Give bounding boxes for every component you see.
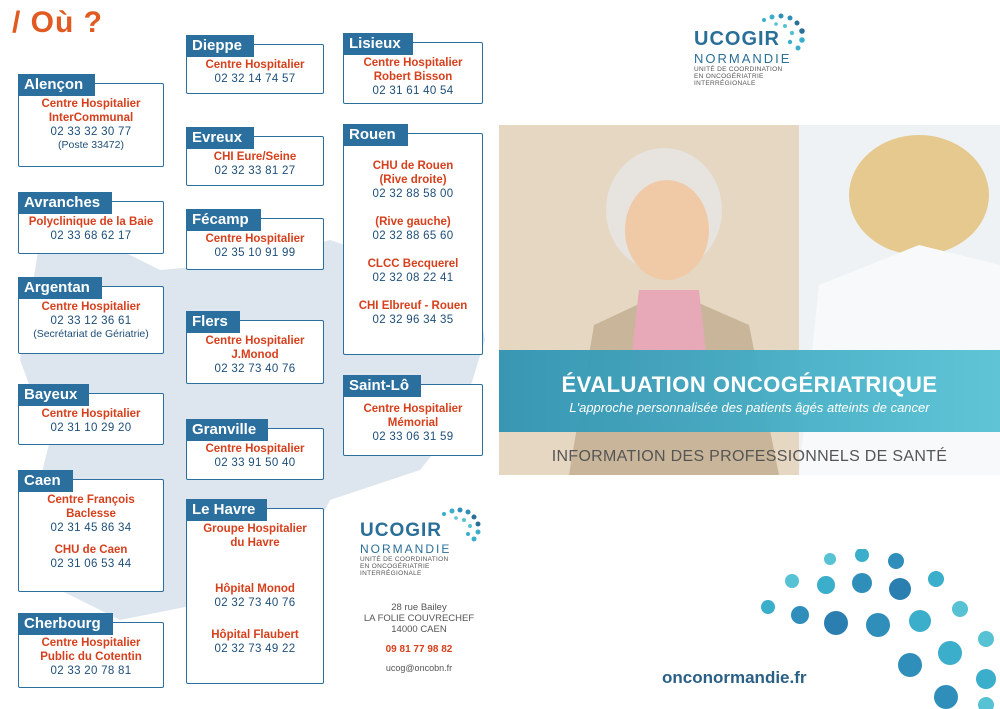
logo-brand: UCOGIR	[694, 28, 780, 50]
phone-number: 02 32 96 34 35	[372, 314, 454, 326]
logo-subtitle: UNITÉ DE COORDINATION EN ONCOGÉRIATRIE INTERRÉGIONALE	[360, 556, 449, 577]
institution: CHI Elbreuf - Rouen	[358, 300, 468, 312]
city-card-flers	[186, 313, 324, 384]
city-card-le-havre	[186, 501, 324, 684]
ucogir-logo-top	[694, 28, 814, 87]
phone-number: 02 32 73 49 22	[214, 643, 296, 655]
city-card-dieppe	[186, 37, 324, 94]
ucogir-logo-small	[360, 520, 484, 577]
city-name: Alençon	[18, 74, 95, 96]
city-name: Granville	[186, 419, 268, 441]
cover-subtitle: L'approche personnalisée des patients âgés atteints de cancer	[569, 400, 930, 415]
phone-number: 02 31 10 29 20	[50, 422, 132, 434]
city-name: Lisieux	[343, 33, 413, 55]
institution: Hôpital Monod	[215, 583, 295, 595]
phone-number: 02 31 61 40 54	[372, 85, 454, 97]
institution: Centre Hospitalier	[205, 443, 305, 455]
institution: Centre Hospitalier	[205, 233, 305, 245]
phone-number: 02 32 08 22 41	[372, 272, 454, 284]
city-name: Flers	[186, 311, 240, 333]
city-card-cherbourg	[18, 615, 164, 688]
city-name: Caen	[18, 470, 73, 492]
logo-region: NORMANDIE	[360, 542, 452, 556]
audience-line: INFORMATION DES PROFESSIONNELS DE SANTÉ	[551, 448, 948, 465]
phone-number: 02 33 68 62 17	[50, 230, 132, 242]
contact-phone: 09 81 77 98 82	[385, 644, 453, 655]
city-card-rouen	[343, 126, 483, 355]
phone-number: 02 33 91 50 40	[214, 457, 296, 469]
city-card-fecamp	[186, 211, 324, 270]
city-name: Fécamp	[186, 209, 261, 231]
phone-number: 02 35 10 91 99	[214, 247, 296, 259]
institution: Centre Hospitalier	[205, 59, 305, 71]
phone-number: 02 31 06 53 44	[50, 558, 132, 570]
institution: CHU de Caen	[54, 544, 128, 556]
phone-number: 02 33 32 30 77	[50, 126, 132, 138]
institution: Centre Hospitalier Robert Bisson	[363, 57, 463, 83]
institution: CHU de Rouen (Rive droite)	[372, 160, 454, 186]
logo-subtitle: UNITÉ DE COORDINATION EN ONCOGÉRIATRIE INTERRÉGIONALE	[694, 66, 783, 87]
city-name: Cherbourg	[18, 613, 113, 635]
institution: Centre Hospitalier Mémorial	[363, 403, 463, 429]
phone-number: 02 32 88 58 00	[372, 188, 454, 200]
phone-number: 02 32 73 40 76	[214, 597, 296, 609]
institution: CHI Eure/Seine	[213, 151, 297, 163]
logo-region: NORMANDIE	[694, 51, 792, 66]
city-name: Rouen	[343, 124, 408, 146]
institution: Centre Hospitalier	[41, 408, 141, 420]
city-name: Le Havre	[186, 499, 267, 521]
institution: Centre Hospitalier InterCommunal	[41, 98, 141, 124]
city-card-evreux	[186, 129, 324, 186]
cover-title: ÉVALUATION ONCOGÉRIATRIQUE	[561, 372, 938, 397]
institution: Groupe Hospitalier du Havre	[203, 523, 307, 549]
phone-number: 02 33 06 31 59	[372, 431, 454, 443]
institution: Centre François Baclesse	[47, 494, 135, 520]
note: (Poste 33472)	[58, 139, 124, 151]
institution: Centre Hospitalier J.Monod	[205, 335, 305, 361]
city-name: Avranches	[18, 192, 112, 214]
contact-email[interactable]: ucog@oncobn.fr	[385, 663, 453, 673]
city-name: Bayeux	[18, 384, 89, 406]
logo-brand: UCOGIR	[360, 520, 442, 541]
institution: Hôpital Flaubert	[211, 629, 299, 641]
city-name: Argentan	[18, 277, 102, 299]
city-card-lisieux	[343, 35, 483, 104]
phone-number: 02 33 20 78 81	[50, 665, 132, 677]
city-card-bayeux	[18, 386, 164, 445]
website-link[interactable]: onconormandie.fr	[662, 668, 807, 687]
phone-number: 02 31 45 86 34	[50, 522, 132, 534]
city-card-avranches	[18, 194, 164, 254]
institution: Polyclinique de la Baie	[28, 216, 154, 228]
phone-number: 02 32 73 40 76	[214, 363, 296, 375]
note: (Secrétariat de Gériatrie)	[33, 328, 149, 340]
city-card-caen	[18, 472, 164, 592]
contact-address: 28 rue Bailey LA FOLIE COUVRECHEF 14000 CAEN	[363, 602, 475, 635]
phone-number: 02 32 14 74 57	[214, 73, 296, 85]
dots-logo-icon	[434, 506, 484, 546]
city-card-granville	[186, 421, 324, 480]
city-card-alencon	[18, 76, 164, 167]
city-name: Evreux	[186, 127, 254, 149]
institution: Centre Hospitalier	[41, 301, 141, 313]
city-card-saint-lo	[343, 377, 483, 456]
institution: (Rive gauche)	[375, 216, 451, 228]
city-card-argentan	[18, 279, 164, 354]
phone-number: 02 33 12 36 61	[50, 315, 132, 327]
dots-logo-icon	[752, 12, 808, 58]
phone-number: 02 32 88 65 60	[372, 230, 454, 242]
city-name: Dieppe	[186, 35, 254, 57]
institution: Centre Hospitalier Public du Cotentin	[40, 637, 142, 663]
institution: CLCC Becquerel	[367, 258, 459, 270]
phone-number: 02 32 33 81 27	[214, 165, 296, 177]
city-name: Saint-Lô	[343, 375, 421, 397]
where-heading: / Où ?	[12, 6, 103, 39]
